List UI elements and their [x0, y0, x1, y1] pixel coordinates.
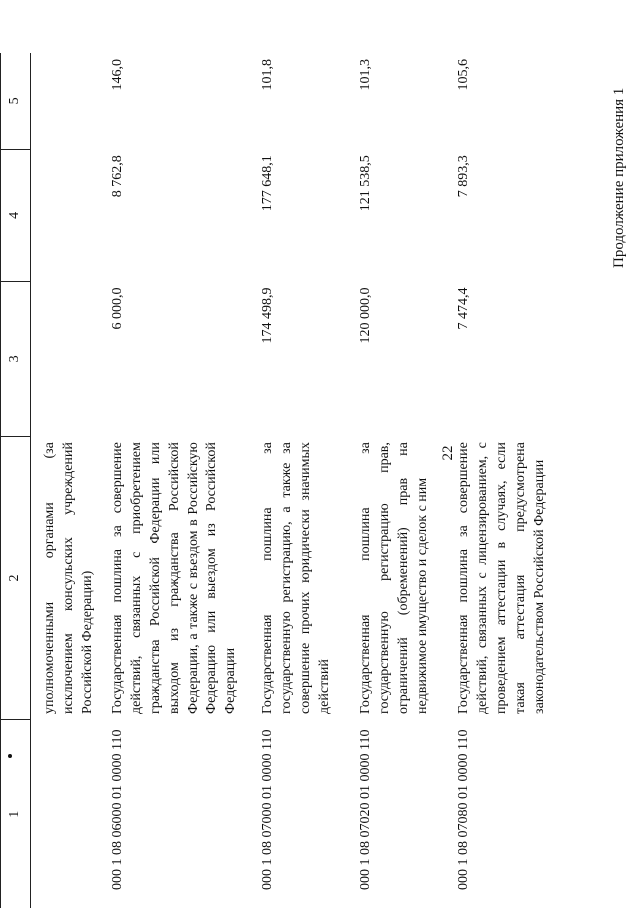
table-header-row [0, 53, 31, 908]
row-value-col5 [31, 53, 100, 149]
row-value-col4: 177 648,1 [260, 155, 275, 212]
row-value-col3 [31, 282, 100, 437]
row-code: 000 1 08 07080 01 0000 110 [456, 729, 471, 890]
row-value-col3: 6 000,0 [110, 287, 125, 330]
row-value-col4: 7 893,3 [456, 155, 471, 198]
table-top-border [0, 53, 1, 908]
row-value-col4: 8 762,8 [110, 155, 125, 198]
row-code: 000 1 08 06000 01 0000 110 [110, 729, 125, 890]
row-description: Государственная пошлина за государственную регистрацию, а также за совершение прочих юридически значимых действий [260, 442, 332, 714]
row-value-col3: 7 474,4 [456, 287, 471, 330]
row-value-col5: 105,6 [456, 59, 471, 91]
table-row [249, 53, 347, 908]
column-header-2: 2 [0, 436, 31, 720]
column-header-3: 3 [0, 282, 31, 437]
row-description: Государственная пошлина за государственную регистрацию прав, ограничений (обременений) прав на недвижимое имущество и сделок с ним [358, 442, 430, 714]
budget-table [0, 53, 575, 908]
row-value-col5: 101,8 [260, 59, 275, 91]
row-code [31, 720, 100, 908]
row-code: 000 1 08 07000 01 0000 110 [260, 729, 275, 890]
column-header-5: 5 [0, 53, 31, 149]
column-header-1: 1 [0, 720, 31, 908]
table-row [347, 53, 445, 908]
table-row [99, 53, 249, 908]
page-number: 22 [440, 445, 456, 461]
row-description: уполномоченными органами (за исключением консульских учреждений Российской Федерации) [42, 442, 95, 714]
row-value-col4 [31, 149, 100, 281]
row-description: Государственная пошлина за совершение действий, связанных с приобретением гражданства Российской Федерации или выходом из гражданства Российской Федерации, а также с въездом в Российскую Федерацию или выездом из Российской Федерации [110, 442, 239, 714]
continuation-label: Продолжение приложения 1 [611, 87, 627, 268]
row-value-col3: 174 498,9 [260, 287, 275, 344]
scan-dot [8, 754, 12, 758]
table-row [445, 53, 575, 908]
column-header-4: 4 [0, 149, 31, 281]
row-value-col5: 101,3 [358, 59, 373, 91]
row-description: Государственная пошлина за совершение действий, связанных с лицензированием, с проведением аттестации в случаях, если такая аттестация предусмотрена законодательством Российской Федерации [456, 442, 547, 714]
row-value-col5: 146,0 [110, 59, 125, 91]
row-code: 000 1 08 07020 01 0000 110 [358, 729, 373, 890]
table-row [31, 53, 100, 908]
row-value-col4: 121 538,5 [358, 155, 373, 212]
row-value-col3: 120 000,0 [358, 287, 373, 344]
